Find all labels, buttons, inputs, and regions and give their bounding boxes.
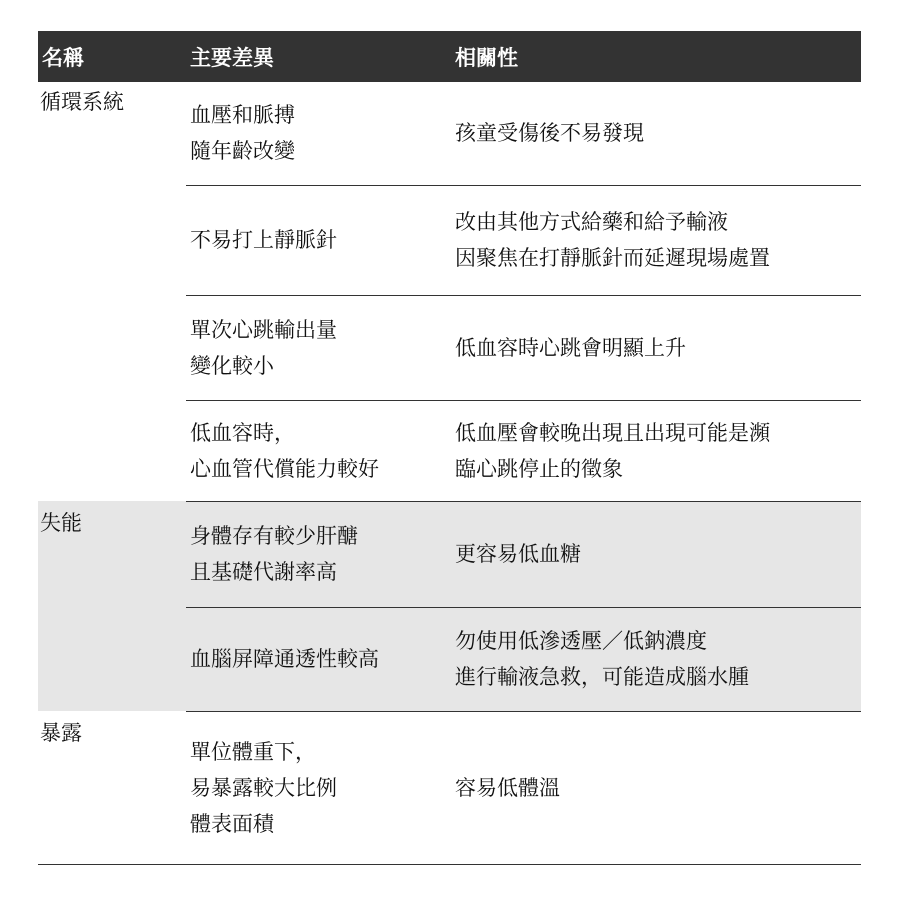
category-cell: 暴露 <box>38 711 186 864</box>
difference-line: 單次心跳輸出量 <box>190 317 337 342</box>
relevance-cell <box>451 185 861 295</box>
header-row <box>38 31 861 82</box>
relevance-line: 低血容時心跳會明顯上升 <box>455 335 686 360</box>
relevance-line: 更容易低血糖 <box>455 542 581 566</box>
relevance-line: 改由其他方式給藥和給予輸液 <box>455 210 728 234</box>
comparison-table <box>38 31 861 865</box>
difference-line: 低血容時， <box>190 420 295 445</box>
difference-line: 隨年齡改變 <box>190 139 295 164</box>
difference-line: 血腦屏障通透性較高 <box>190 647 379 671</box>
difference-line: 心血管代償能力較好 <box>190 456 379 481</box>
table-row <box>38 501 861 607</box>
relevance-line: 進行輸液急救，可能造成腦水腫 <box>455 665 749 689</box>
relevance-line: 低血壓會較晚出現且出現可能是瀕 <box>455 420 770 445</box>
header-name: 名稱 <box>38 31 186 82</box>
relevance-line: 因聚焦在打靜脈針而延遲現場處置 <box>455 246 770 270</box>
relevance-cell <box>451 711 861 864</box>
difference-line: 且基礎代謝率高 <box>190 560 337 584</box>
difference-cell <box>186 400 451 501</box>
difference-line: 身體存有較少肝醣 <box>190 524 358 548</box>
difference-cell <box>186 295 451 400</box>
relevance-cell <box>451 82 861 185</box>
difference-cell <box>186 185 451 295</box>
header-difference: 主要差異 <box>186 31 451 82</box>
difference-cell <box>186 501 451 607</box>
relevance-line: 臨心跳停止的徵象 <box>455 456 623 481</box>
difference-line: 體表面積 <box>190 811 274 836</box>
difference-cell <box>186 607 451 711</box>
relevance-line: 勿使用低滲透壓／低鈉濃度 <box>455 629 707 653</box>
category-cell: 失能 <box>38 501 186 711</box>
relevance-cell <box>451 607 861 711</box>
difference-line: 易暴露較大比例 <box>190 775 337 800</box>
relevance-line: 容易低體溫 <box>455 775 560 800</box>
relevance-cell <box>451 295 861 400</box>
difference-cell <box>186 82 451 185</box>
relevance-cell <box>451 501 861 607</box>
difference-line: 單位體重下， <box>190 739 316 764</box>
table-row <box>38 82 861 185</box>
table-row <box>38 711 861 864</box>
difference-line: 變化較小 <box>190 353 274 378</box>
relevance-line: 孩童受傷後不易發現 <box>455 121 644 146</box>
difference-cell <box>186 711 451 864</box>
difference-line: 不易打上靜脈針 <box>190 228 337 252</box>
difference-line: 血壓和脈搏 <box>190 103 295 128</box>
header-relevance: 相關性 <box>451 31 861 82</box>
category-cell: 循環系統 <box>40 90 124 114</box>
table-body <box>38 82 861 864</box>
relevance-cell <box>451 400 861 501</box>
